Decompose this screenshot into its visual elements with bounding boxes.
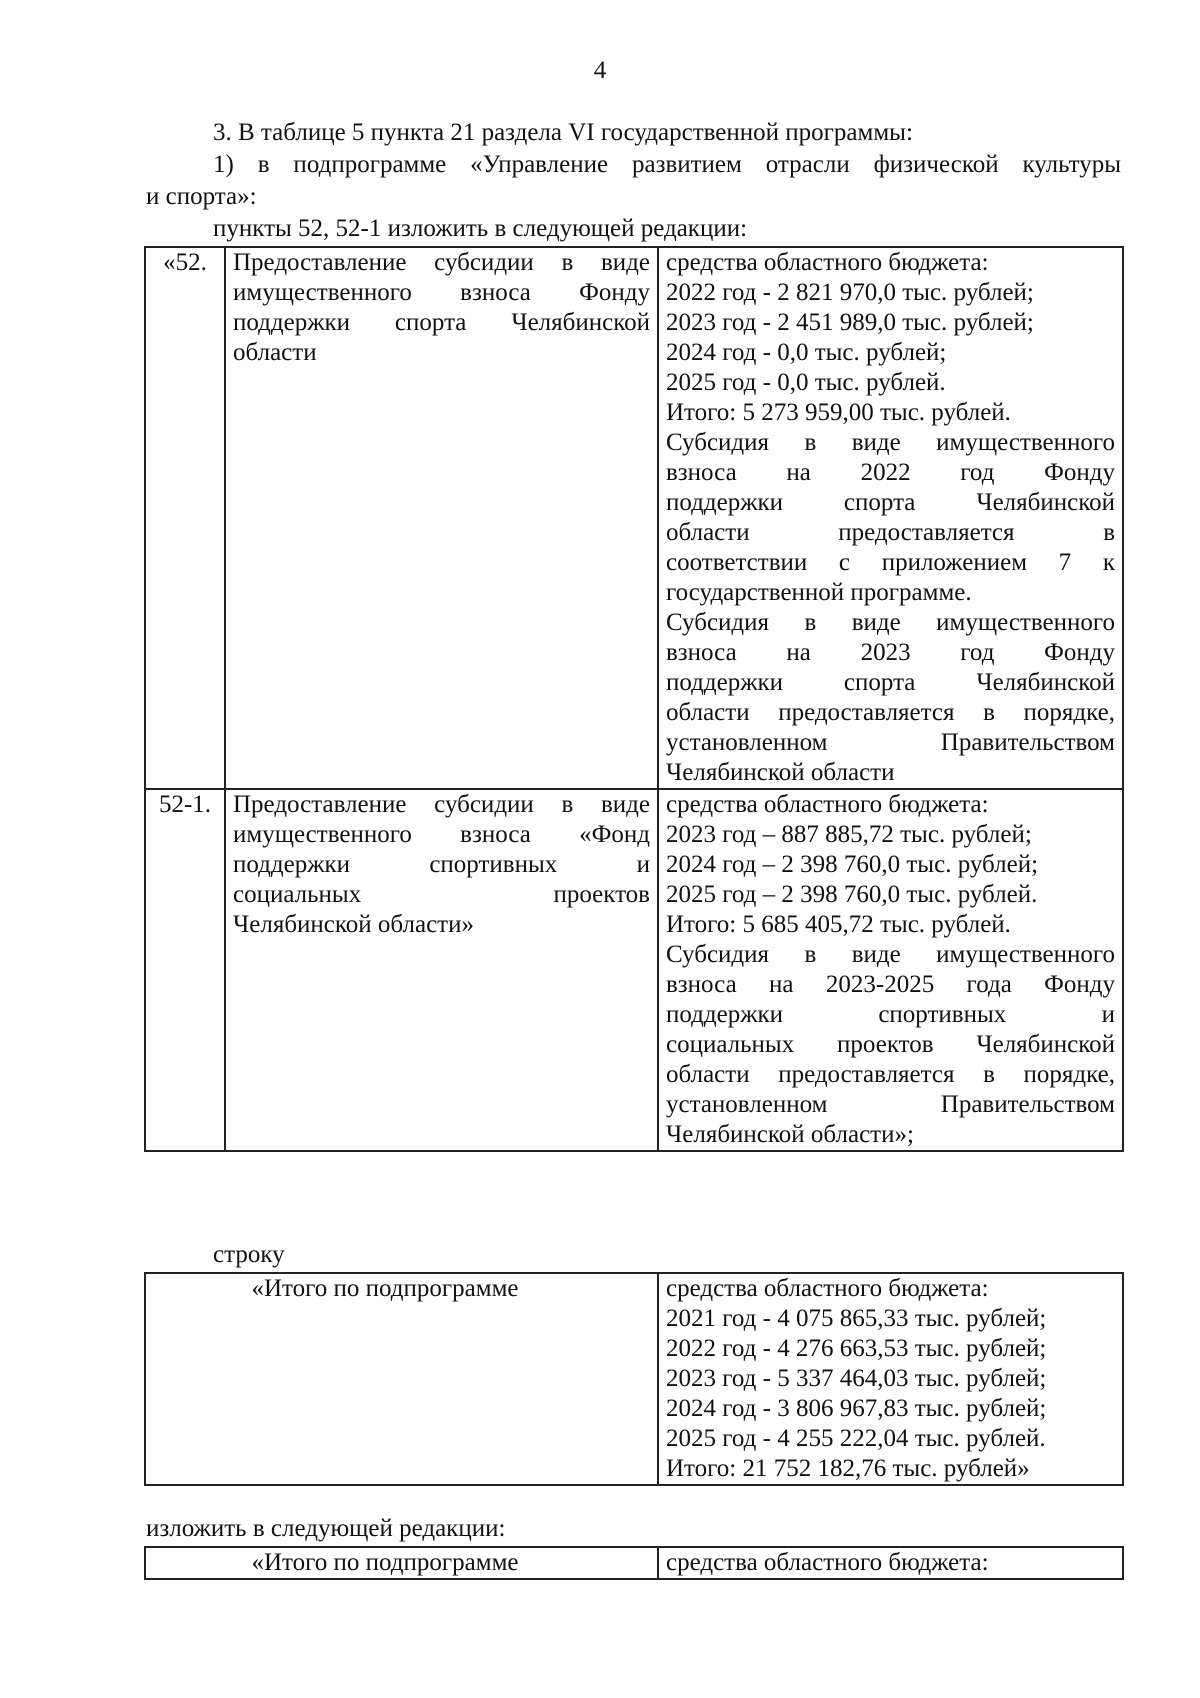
intro-line-3: и спорта»: [146,183,257,210]
table-row-52 [145,247,1123,789]
subsidy-note-2023-2025: Субсидия в виде имущественного взноса на 2023-2025 года Фонду поддержки спортивных и социальных проектов Челябинской области предоставляется в порядке, установленном Правительством Челябинской области»; [666,941,1115,1148]
table-row [145,1273,1123,1485]
funding-cell [658,247,1123,789]
intro-line-4: пункты 52, 52-1 изложить в следующей редакции: [213,215,748,242]
edit-label: изложить в следующей редакции: [146,1515,506,1542]
table-items-52 [144,246,1124,1152]
funding-cell [658,789,1123,1151]
row-number: «52. [145,247,225,789]
row-number: 52-1. [145,789,225,1151]
funding-cell: средства областного бюджета: [658,1547,1123,1579]
table-subprogram-total-old [144,1272,1124,1486]
item-name-cell: Предоставление субсидии в виде имущественного взноса «Фонд поддержки спортивных и социальных проектов Челябинской области» [225,789,658,1151]
stroku-label: строку [213,1241,285,1268]
table-row [145,1547,1123,1579]
subsidy-note-2023: Субсидия в виде имущественного взноса на 2023 год Фонду поддержки спорта Челябинской области предоставляется в порядке, установленном Правительством Челябинской области [666,609,1115,786]
item-name-cell: Предоставление субсидии в виде имущественного взноса Фонду поддержки спорта Челябинской области [225,247,658,789]
intro-line-2: 1) в подпрограмме «Управление развитием отрасли физической культуры [213,151,1121,178]
funding-lines: средства областного бюджета: 2023 год – 887 885,72 тыс. рублей; 2024 год – 2 398 760,0 тыс. рублей; 2025 год – 2 398 760,0 тыс. рублей. Итого: 5 685 405,72 тыс. рублей. [666,791,1039,938]
subprogram-total-label: «Итого по подпрограмме [145,1273,658,1485]
subsidy-note-2022: Субсидия в виде имущественного взноса на 2022 год Фонду поддержки спорта Челябинской области предоставляется в соответствии с приложением 7 к государственной программе. [666,429,1115,606]
intro-line-1: 3. В таблице 5 пункта 21 раздела VI государственной программы: [213,119,913,146]
funding-lines: средства областного бюджета: 2022 год - 2 821 970,0 тыс. рублей; 2023 год - 2 451 989,0 тыс. рублей; 2024 год - 0,0 тыс. рублей; 2025 год - 0,0 тыс. рублей. Итого: 5 273 959,00 тыс. рублей. [666,249,1034,426]
table-row-52-1 [145,789,1123,1151]
funding-cell: средства областного бюджета: 2021 год - 4 075 865,33 тыс. рублей; 2022 год - 4 276 663,53 тыс. рублей; 2023 год - 5 337 464,03 тыс. рублей; 2024 год - 3 806 967,83 тыс. рублей; 2025 год - 4 255 222,04 тыс. рублей. Итого: 21 752 182,76 тыс. рублей» [658,1273,1123,1485]
table-subprogram-total-new [144,1546,1124,1580]
subprogram-total-label: «Итого по подпрограмме [145,1547,658,1579]
page-number: 4 [593,57,607,84]
